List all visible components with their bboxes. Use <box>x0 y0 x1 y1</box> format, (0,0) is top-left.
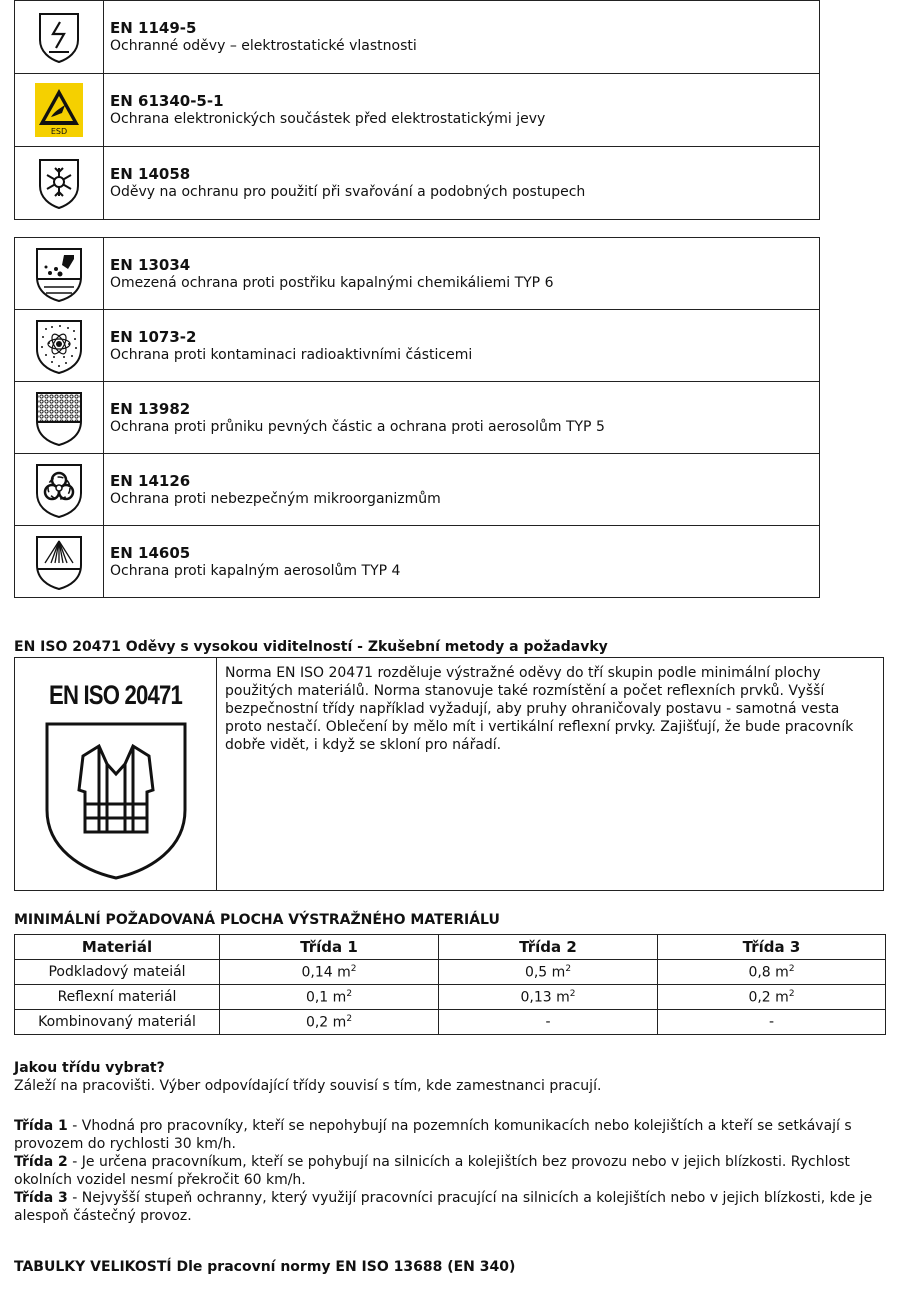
class-item <box>14 1153 884 1189</box>
standards-table-1 <box>14 0 820 220</box>
standard-row <box>15 74 820 147</box>
value: 0,13 <box>520 989 552 1006</box>
min-area-title: MINIMÁLNÍ POŽADOVANÁ PLOCHA VÝSTRAŽNÉHO MATERIÁLU <box>14 912 500 928</box>
icon-cell <box>15 454 104 526</box>
icon-cell <box>15 238 104 310</box>
class-label: Třída 1 <box>14 1118 68 1134</box>
class-item <box>14 1117 884 1153</box>
standard-desc: Ochrana elektronických součástek před elektrostatickými jevy <box>110 111 546 127</box>
choose-block <box>14 1059 884 1095</box>
unit: m <box>556 989 570 1006</box>
standard-text <box>104 74 820 147</box>
class-text: - Nejvyšší stupeň ochranny, který využijí pracovníci pracující na silnicích a kolejištích nebo v jejich blízkosti, kde je alespoň částečný provoz. <box>14 1190 873 1224</box>
standard-code: EN 14605 <box>110 543 191 562</box>
standard-row <box>15 382 820 454</box>
value-cell <box>220 1010 439 1035</box>
standard-row <box>15 1 820 74</box>
header-class-1: Třída 1 <box>220 935 439 960</box>
choose-title: Jakou třídu vybrat? <box>14 1060 165 1076</box>
material-name: Kombinovaný materiál <box>15 1010 220 1035</box>
value-cell <box>658 960 886 985</box>
class-text: - Vhodná pro pracovníky, kteří se nepohybují na pozemních komunikacích nebo kolejištích a kteří se setkávají s provozem do rychlosti 30 km/h. <box>14 1118 852 1152</box>
value-cell <box>220 985 439 1010</box>
class-label: Třída 2 <box>14 1154 68 1170</box>
standard-text <box>104 310 820 382</box>
standard-row <box>15 147 820 220</box>
unit: m <box>332 989 347 1006</box>
min-area-table <box>14 934 886 1035</box>
esd-label: ESD <box>50 127 68 136</box>
standards-table-2 <box>14 237 820 598</box>
header-material: Materiál <box>15 935 220 960</box>
unit: m <box>775 989 789 1006</box>
unit-exp: 2 <box>788 963 795 974</box>
classes-block <box>14 1117 884 1225</box>
value: 0,1 <box>305 989 329 1006</box>
value: 0,8 <box>748 964 771 981</box>
value-cell <box>220 960 439 985</box>
standard-desc: Ochrana proti kontaminaci radioaktivními částicemi <box>110 346 473 363</box>
material-name: Reflexní materiál <box>15 985 220 1010</box>
value-cell <box>658 985 886 1010</box>
iso-logo-cell <box>15 658 217 890</box>
standard-desc: Ochrana proti kapalným aerosolům TYP 4 <box>110 562 401 579</box>
standard-text <box>104 1 820 74</box>
iso-section-title: EN ISO 20471 Oděvy s vysokou viditelností - Zkušební metody a požadavky <box>14 639 608 655</box>
icon-cell <box>15 382 104 454</box>
standard-text <box>104 238 820 310</box>
liquid-aerosol-shield-icon <box>34 533 84 591</box>
standard-text <box>104 382 820 454</box>
sizes-title: TABULKY VELIKOSTÍ Dle pracovní normy EN ISO 13688 (EN 340) <box>14 1259 516 1275</box>
iso-logo-text: EN ISO 20471 <box>49 680 182 710</box>
value-cell: - <box>439 1010 658 1035</box>
class-label: Třída 3 <box>14 1190 68 1206</box>
value-cell: - <box>658 1010 886 1035</box>
header-class-2: Třída 2 <box>439 935 658 960</box>
standard-row <box>15 454 820 526</box>
choose-text: Záleží na pracovišti. Výber odpovídající třídy souvisí s tím, kde zamestnanci pracují. <box>14 1078 602 1094</box>
esd-warning-icon <box>35 83 83 137</box>
class-item <box>14 1189 884 1225</box>
standard-text <box>104 454 820 526</box>
icon-cell <box>15 310 104 382</box>
icon-cell <box>15 74 104 147</box>
iso-description: Norma EN ISO 20471 rozděluje výstražné oděvy do tří skupin podle minimální plochy použitých materiálů. Norma stanovuje také rozmístění a počet reflexních prvků. Vyšší bezpečnostní třídy například vyžadují, aby pruhy ohraničovaly postavu - samotná vesta proto nestačí. Oblečení by mělo mít i vertikální reflexní prvky. Zajišťují, že bude pracovník dobře vidět, i když se skloní pro nářadí. <box>225 665 854 753</box>
cold-snowflake-shield-icon <box>37 156 81 210</box>
unit-exp: 2 <box>346 1013 353 1024</box>
value: 0,5 <box>524 964 548 981</box>
standard-code: EN 14058 <box>110 165 191 183</box>
table-header-row <box>15 935 886 960</box>
material-name: Podkladový mateiál <box>15 960 220 985</box>
value-cell <box>439 985 658 1010</box>
standard-desc: Ochrana proti průniku pevných částic a ochrana proti aerosolům TYP 5 <box>110 418 605 435</box>
value-cell <box>439 960 658 985</box>
standard-code: EN 1149-5 <box>110 19 197 37</box>
biohazard-shield-icon <box>34 461 84 519</box>
standard-code: EN 1073-2 <box>110 327 197 346</box>
hi-vis-vest-shield-icon <box>43 720 189 882</box>
standard-text <box>104 147 820 220</box>
unit: m <box>332 1014 347 1031</box>
table-row <box>15 1010 886 1035</box>
value: 0,2 <box>305 1014 329 1031</box>
standard-text <box>104 526 820 598</box>
standard-row <box>15 310 820 382</box>
radioactive-particles-shield-icon <box>34 317 84 375</box>
icon-cell <box>15 526 104 598</box>
standard-code: EN 13982 <box>110 399 191 418</box>
unit-exp: 2 <box>788 988 795 999</box>
chemical-splash-shield-icon <box>34 245 84 303</box>
unit-exp: 2 <box>569 988 576 999</box>
unit: m <box>775 964 789 981</box>
standard-row <box>15 526 820 598</box>
unit-exp: 2 <box>350 963 357 974</box>
unit: m <box>551 964 566 981</box>
class-text: - Je určena pracovníkum, kteří se pohybují na silnicích a kolejištích bez provozu nebo v jejich blízkosti. Rychlost okolních vozidel nesmí překročit 60 km/h. <box>14 1154 850 1188</box>
icon-cell <box>15 147 104 220</box>
value: 0,2 <box>748 989 771 1006</box>
standard-desc: Ochrana proti nebezpečným mikroorganizmům <box>110 490 441 507</box>
solid-particles-shield-icon <box>34 389 84 447</box>
icon-cell <box>15 1 104 74</box>
iso-box <box>14 657 884 891</box>
unit-exp: 2 <box>346 988 353 999</box>
standard-code: EN 61340-5-1 <box>110 92 224 110</box>
value: 0,14 <box>301 964 333 981</box>
standard-desc: Oděvy na ochranu pro použití při svařování a podobných postupech <box>110 184 586 200</box>
standard-code: EN 13034 <box>110 255 191 274</box>
electrostatic-shield-icon <box>37 10 81 64</box>
standard-code: EN 14126 <box>110 471 191 490</box>
unit-exp: 2 <box>565 963 572 974</box>
standard-row <box>15 238 820 310</box>
table-row <box>15 960 886 985</box>
table-row <box>15 985 886 1010</box>
header-class-3: Třída 3 <box>658 935 886 960</box>
unit: m <box>337 964 351 981</box>
standard-desc: Omezená ochrana proti postřiku kapalnými chemikáliemi TYP 6 <box>110 274 554 291</box>
standard-desc: Ochranné oděvy – elektrostatické vlastnosti <box>110 38 417 54</box>
